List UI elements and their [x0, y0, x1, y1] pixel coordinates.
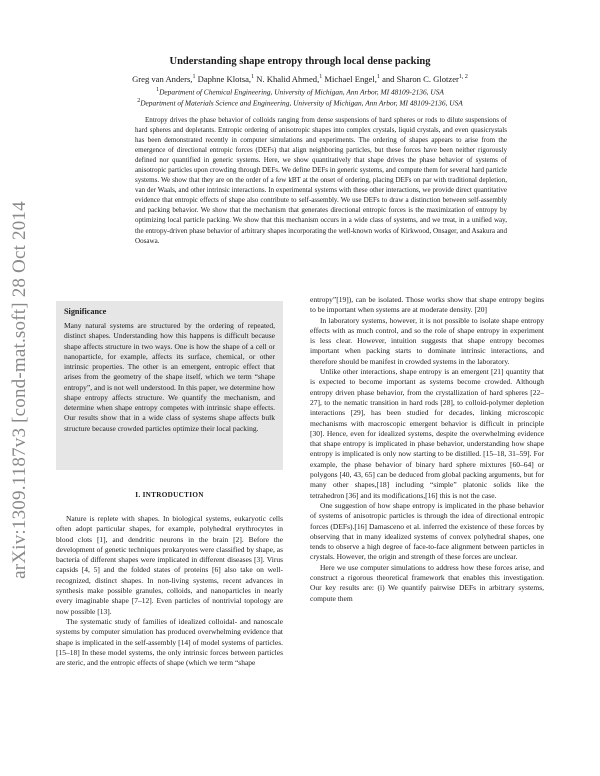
- author-affil-mark: 1, 2: [458, 74, 468, 81]
- paragraph-continuation: entropy”[19]), can be isolated. Those works show that shape entropy begins to be important when systems are at moderate density. [20]: [310, 295, 544, 315]
- affiliation-1: [60, 87, 540, 96]
- author-affil-mark: 1: [251, 74, 255, 81]
- paragraph: Nature is replete with shapes. In biological systems, eukaryotic cells often adopt particular shapes, for example, polyhedral erythrocytes in blood clots [1], and dendritic neurons in the brain [2]. Before the development of genetic techniques prokaryotes were classified by shape, as bacteria of different shapes were implicated in different diseases [3]. Virus capsids [4, 5] and the folded states of proteins [6] also take on well-recognized, distinct shapes. In non-living systems, recent advances in synthesis make possible granules, colloids, and nanoparticles in nearly every imaginable shape [7–12]. Even particles of nontrivial topology are now possible [13].: [56, 514, 283, 616]
- author-name: N. Khalid Ahmed,: [256, 74, 320, 84]
- significance-title: Significance: [64, 307, 107, 316]
- affiliation-2: [60, 98, 540, 107]
- paragraph: The systematic study of families of idealized colloidal- and nanoscale systems by computer simulation has produced overwhelming evidence that shape is implicated in the self-assembly [14] of model systems of particles. [15–18] In these model systems, the only intrinsic forces between particles are steric, and the entropic effects of shape (which we term “shape: [56, 616, 283, 668]
- left-column: [56, 514, 283, 668]
- section-heading-introduction: I. INTRODUCTION: [135, 491, 204, 499]
- author-name: Greg van Anders,: [132, 74, 193, 84]
- affiliation-mark: 2: [137, 98, 141, 104]
- author-name: Daphne Klotsa,: [197, 74, 252, 84]
- arxiv-identifier: [2, 170, 38, 610]
- abstract: Entropy drives the phase behavior of colloids ranging from dense suspensions of hard spheres or rods to dilute suspensions of hard spheres and depletants. Entropic ordering of anisotropic shapes into complex crystals, liquid crystals, and even quasicrystals has been demonstrated recently in computer simulations and experiments. The ordering of shapes appears to arise from the emergence of directional entropic forces (DEFs) that align neighboring particles, but these forces have been neither rigorously defined nor quantified in generic systems. Here, we show quantitatively that shape drives the phase behavior of systems of anisotropic particles upon crowding through DEFs. We define DEFs in generic systems, and compute them for several hard particle systems. We show that they are on the order of a few kBT at the onset of ordering, placing DEFs on par with traditional depletion, van der Waals, and other intrinsic interactions. In experimental systems with these other interactions, we provide direct quantitative evidence that entropic effects of shape also contribute to self-assembly. We use DEFs to draw a distinction between self-assembly and packing behavior. We show that the mechanism that generates directional entropic forces is the maximization of entropy by optimizing local particle packing. We show that this mechanism occurs in a wide class of systems, and we treat, in a unified way, the entropy-driven phase behavior of arbitrary shapes incorporating the well-known works of Kirkwood, Onsager, and Asakura and Oosawa.: [135, 116, 507, 245]
- paragraph: In laboratory systems, however, it is not possible to isolate shape entropy effects with as much control, and so the role of shape entropy in experiment is less clear. However, intuition suggests that shape entropy becomes important when packing starts to dominate intrinsic interactions, and therefore should be manifest in crowded systems in the laboratory.: [310, 315, 544, 366]
- author-name: and Sharon C. Glotzer: [382, 74, 459, 84]
- author-name: Michael Engel,: [324, 74, 377, 84]
- arxiv-id-text: arXiv:1309.1187v3 [cond-mat.soft] 28 Oct 2014: [9, 201, 30, 579]
- significance-box: [56, 301, 283, 470]
- paragraph: Unlike other interactions, shape entropy is an emergent [21] quantity that is expected to become important as systems become crowded. Although entropy driven phase behavior, from the crystallization of hard spheres [22–27], to the nematic transition in hard rods [28], to colloid-polymer depletion interactions [29], has been studied for decades, linking microscopic mechanisms with macroscopic emergent behavior is difficult in principle [30]. Hence, even for idealized systems, despite the overwhelming evidence that shape entropy is implicated in phase behavior, understanding how shape entropy is implicated is only now starting to be distilled. [15–18, 31–59]. For example, the phase behavior of binary hard sphere mixtures [60–64] or polygons [40, 43, 65] can be deduced from global packing arguments, but for many other shapes,[18] including “simple” platonic solids like the tetrahedron [36] and its modifications,[16] this is not the case.: [310, 367, 544, 500]
- paper-title: Understanding shape entropy through local dense packing: [169, 56, 431, 67]
- paragraph: Here we use computer simulations to address how these forces arise, and construct a rigorous theoretical framework that enables this investigation. Our key results are: (i) We quantify pairwise DEFs in arbitrary systems, compute them: [310, 562, 544, 603]
- author-affil-mark: 1: [319, 74, 323, 81]
- affiliation-text: Department of Materials Science and Engineering, University of Michigan, Ann Arbor, MI 48109-2136, USA: [140, 98, 463, 108]
- right-column: [310, 295, 544, 604]
- paragraph: One suggestion of how shape entropy is implicated in the phase behavior of systems of anisotropic particles is through the idea of directional entropic forces (DEFs).[16] Damasceno et al. inferred the existence of these forces by observing that in many idealized systems of convex polyhedral shapes, one tends to observe a high degree of face-to-face alignment between particles in crystals. However, the origin and strength of these forces are unclear.: [310, 500, 544, 562]
- significance-text: Many natural systems are structured by the ordering of repeated, distinct shapes. Understanding how this happens is difficult because shape affects structure in two ways. One is how the shape of a cell or nanoparticle, for example, affects its surface, chemical, or other intrinsic properties. The other is an emergent, entropic effect that arises from the geometry of the shape itself, which we term “shape entropy”, and is not well understood. In this paper, we determine how shape entropy affects structure. We quantify the mechanism, and determine when shape entropy competes with intrinsic shape effects. Our results show that in a wide class of systems shape affects bulk structure because crowded particles optimize their local packing.: [64, 321, 275, 433]
- author-list: [60, 74, 540, 84]
- author-affil-mark: 1: [376, 74, 380, 81]
- affiliation-mark: 1: [156, 87, 160, 93]
- affiliation-text: Department of Chemical Engineering, University of Michigan, Ann Arbor, MI 48109-2136, USA: [159, 87, 444, 97]
- author-affil-mark: 1: [192, 74, 196, 81]
